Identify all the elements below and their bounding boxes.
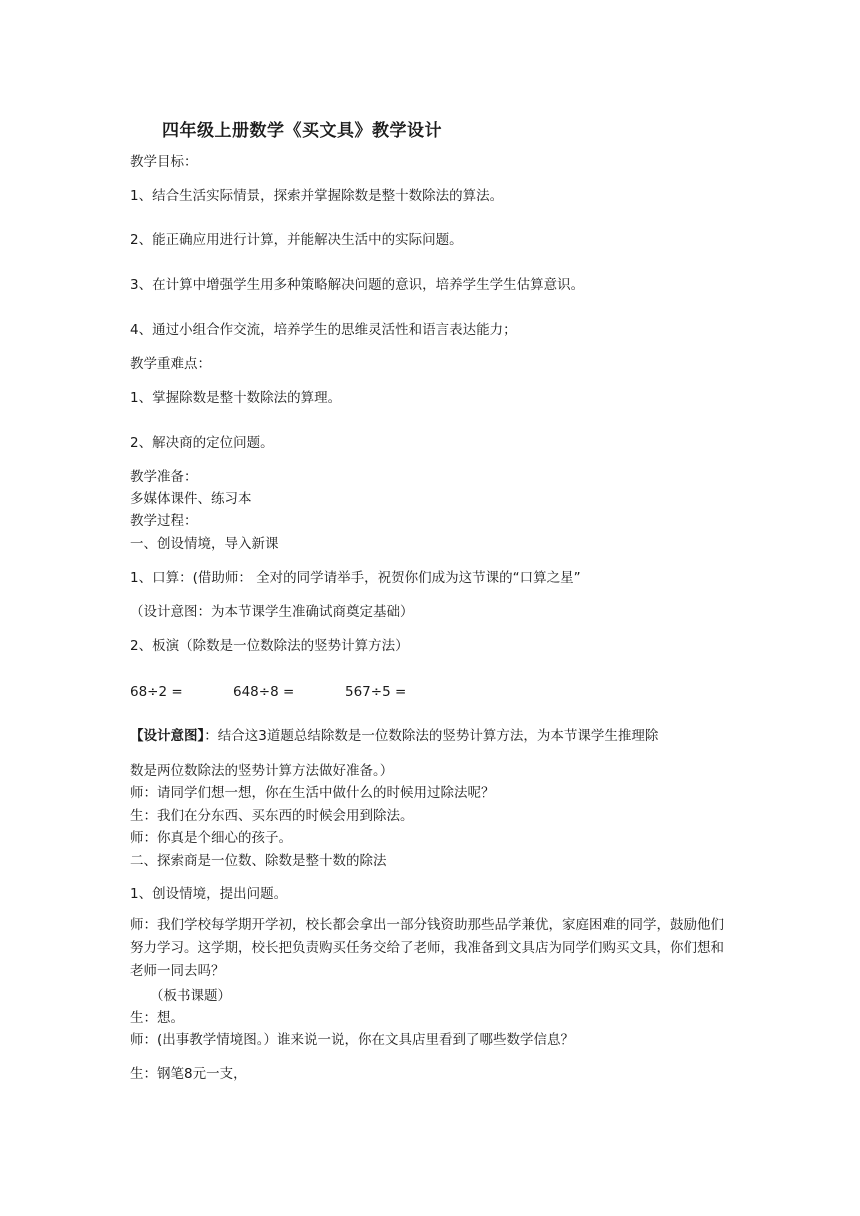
prep-content: 多媒体课件、练习本 bbox=[130, 491, 252, 507]
prep-heading: 教学准备： bbox=[130, 469, 198, 485]
design-note-2-text: ：结合这3道题总结除数是一位数除法的竖势计算方法，为本节课学生推理除 bbox=[204, 728, 659, 744]
dialog-line-2: 生：我们在分东西、买东西的时候会用到除法。 bbox=[130, 808, 414, 824]
key-points-heading: 教学重难点： bbox=[130, 356, 211, 372]
key-point-2: 2、解决商的定位问题。 bbox=[130, 435, 274, 451]
teacher-story: 师：我们学校每学期开学初，校长都会拿出一部分钱资助那些品学兼优，家庭困难的同学，鼓励他们努力学习。这学期，校长把负责购买任务交给了老师，我准备到文具店为同学们购买文具，你们想和老师一同去吗？ bbox=[130, 917, 724, 979]
goals-heading: 教学目标： bbox=[130, 154, 198, 170]
goal-item-4: 4、通过小组合作交流，培养学生的思维灵活性和语言表达能力； bbox=[130, 322, 517, 338]
design-note-1: （设计意图：为本节课学生准确试商奠定基础） bbox=[130, 604, 414, 620]
document-title: 四年级上册数学《买文具》教学设计 bbox=[162, 121, 442, 141]
step-1: 1、创设情境，提出问题。 bbox=[130, 886, 288, 902]
key-point-1: 1、掌握除数是整十数除法的算理。 bbox=[130, 390, 342, 406]
board-work-step: 2、板演（除数是一位数除法的竖势计算方法） bbox=[130, 638, 409, 654]
math-problem-2: 648÷8 = bbox=[233, 684, 295, 700]
process-heading: 教学过程： bbox=[130, 513, 198, 529]
dialog-line-1: 师：请同学们想一想，你在生活中做什么的时候用过除法呢？ bbox=[130, 785, 495, 801]
section1-heading: 一、创设情境，导入新课 bbox=[130, 536, 279, 552]
dialog-line-3: 师：你真是个细心的孩子。 bbox=[130, 830, 292, 846]
goal-item-3: 3、在计算中增强学生用多种策略解决问题的意识，培养学生学生估算意识。 bbox=[130, 277, 585, 293]
student-info: 生：钢笔8元一支， bbox=[130, 1066, 247, 1082]
board-title-note: （板书课题） bbox=[150, 988, 231, 1004]
student-reply: 生：想。 bbox=[130, 1010, 184, 1026]
design-note-2 bbox=[130, 726, 658, 746]
design-note-2-continued: 数是两位数除法的竖势计算方法做好准备。） bbox=[130, 763, 394, 779]
math-problem-3: 567÷5 = bbox=[345, 684, 407, 700]
math-problem-1: 68÷2 = bbox=[130, 684, 183, 700]
goal-item-2: 2、能正确应用进行计算，并能解决生活中的实际问题。 bbox=[130, 232, 463, 248]
oral-calc-step: 1、口算：(借助师： 全对的同学请举手，祝贺你们成为这节课的“口算之星” bbox=[130, 570, 581, 586]
goal-item-1: 1、结合生活实际情景，探索并掌握除数是整十数除法的算法。 bbox=[130, 188, 504, 204]
design-note-2-label: 【设计意图】 bbox=[130, 728, 205, 744]
teacher-show-image: 师：(出事教学情境图。）谁来说一说，你在文具店里看到了哪些数学信息？ bbox=[130, 1032, 575, 1048]
section2-heading: 二、探索商是一位数、除数是整十数的除法 bbox=[130, 853, 387, 869]
